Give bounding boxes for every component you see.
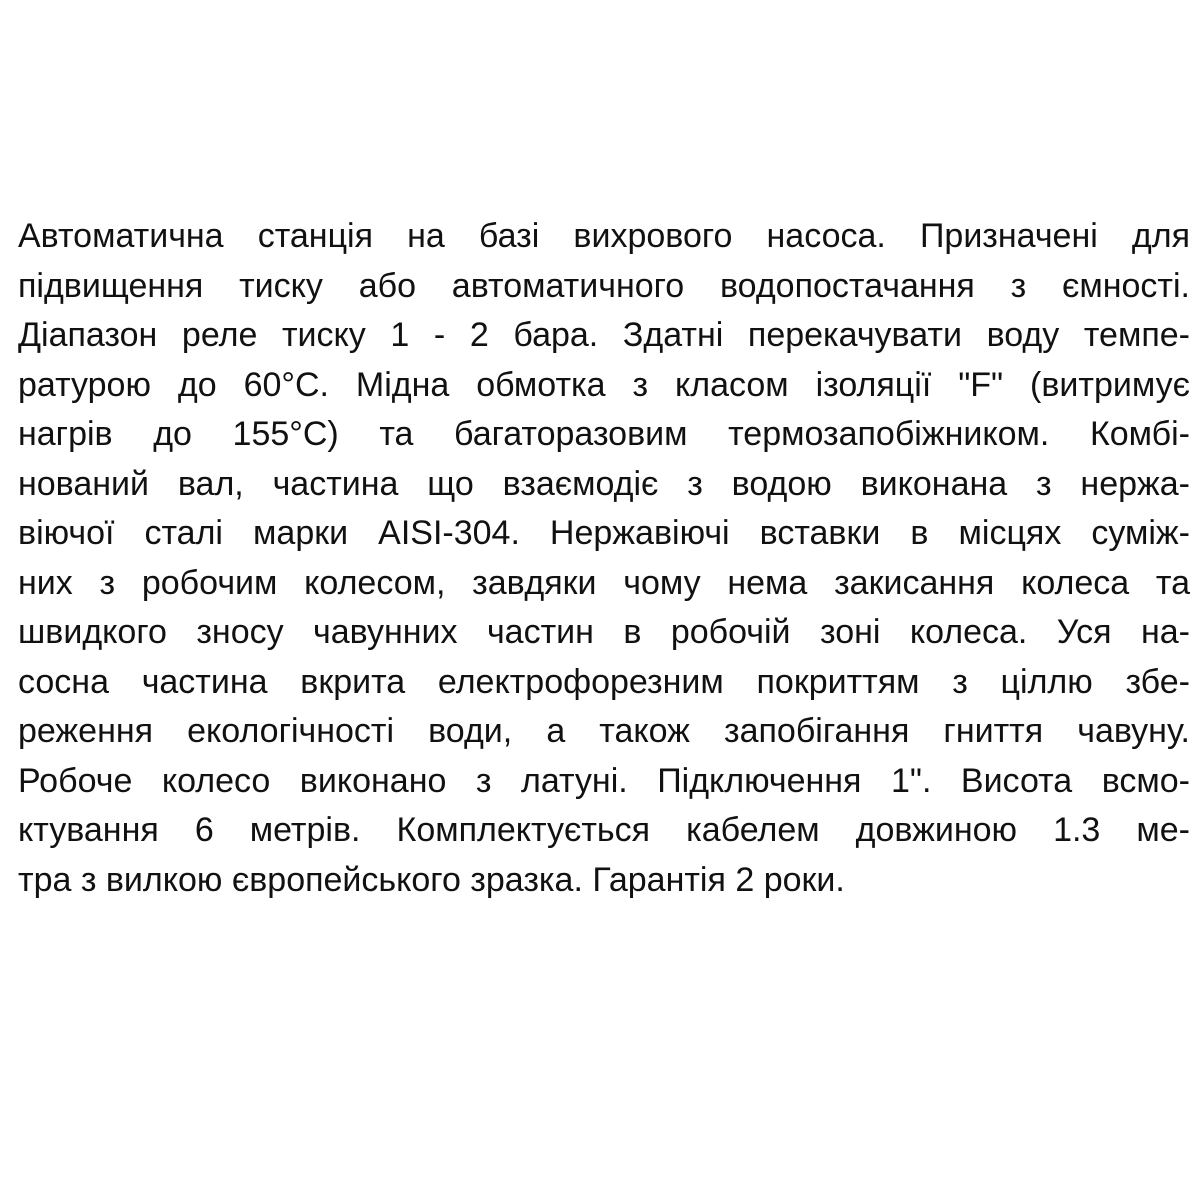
text-line: сосна частина вкрита електрофорезним покриттям з ціллю збе-	[18, 662, 1190, 701]
text-line: Автоматична станція на базі вихрового насоса. Призначені для	[18, 217, 1190, 255]
text-line: нований вал, частина що взаємодіє з водою виконана з нержа-	[18, 464, 1190, 503]
text-line: віючої сталі марки AISI-304. Нержавіючі вставки в місцях суміж-	[18, 514, 1190, 552]
text-line: ратурою до 60°C. Мідна обмотка з класом ізоляції "F" (витримує	[18, 365, 1190, 404]
text-line: швидкого зносу чавунних частин в робочій зоні колеса. Уся на-	[18, 613, 1190, 651]
text-line: них з робочим колесом, завдяки чому нема закисання колеса та	[18, 563, 1190, 602]
text-line: нагрів до 155°C) та багаторазовим термозапобіжником. Комбі-	[18, 415, 1190, 453]
text-line: тра з вилкою європейського зразка. Гарантія 2 роки.	[18, 860, 845, 899]
text-line: реження екологічності води, а також запобігання гниття чавуну.	[18, 712, 1190, 750]
product-description	[18, 212, 1190, 905]
text-line: ктування 6 метрів. Комплектується кабелем довжиною 1.3 ме-	[18, 811, 1190, 849]
text-line: підвищення тиску або автоматичного водопостачання з ємності.	[18, 266, 1190, 305]
text-line: Робоче колесо виконано з латуні. Підключення 1". Висота всмо-	[18, 761, 1190, 800]
text-line: Діапазон реле тиску 1 - 2 бара. Здатні перекачувати воду темпе-	[18, 316, 1190, 354]
